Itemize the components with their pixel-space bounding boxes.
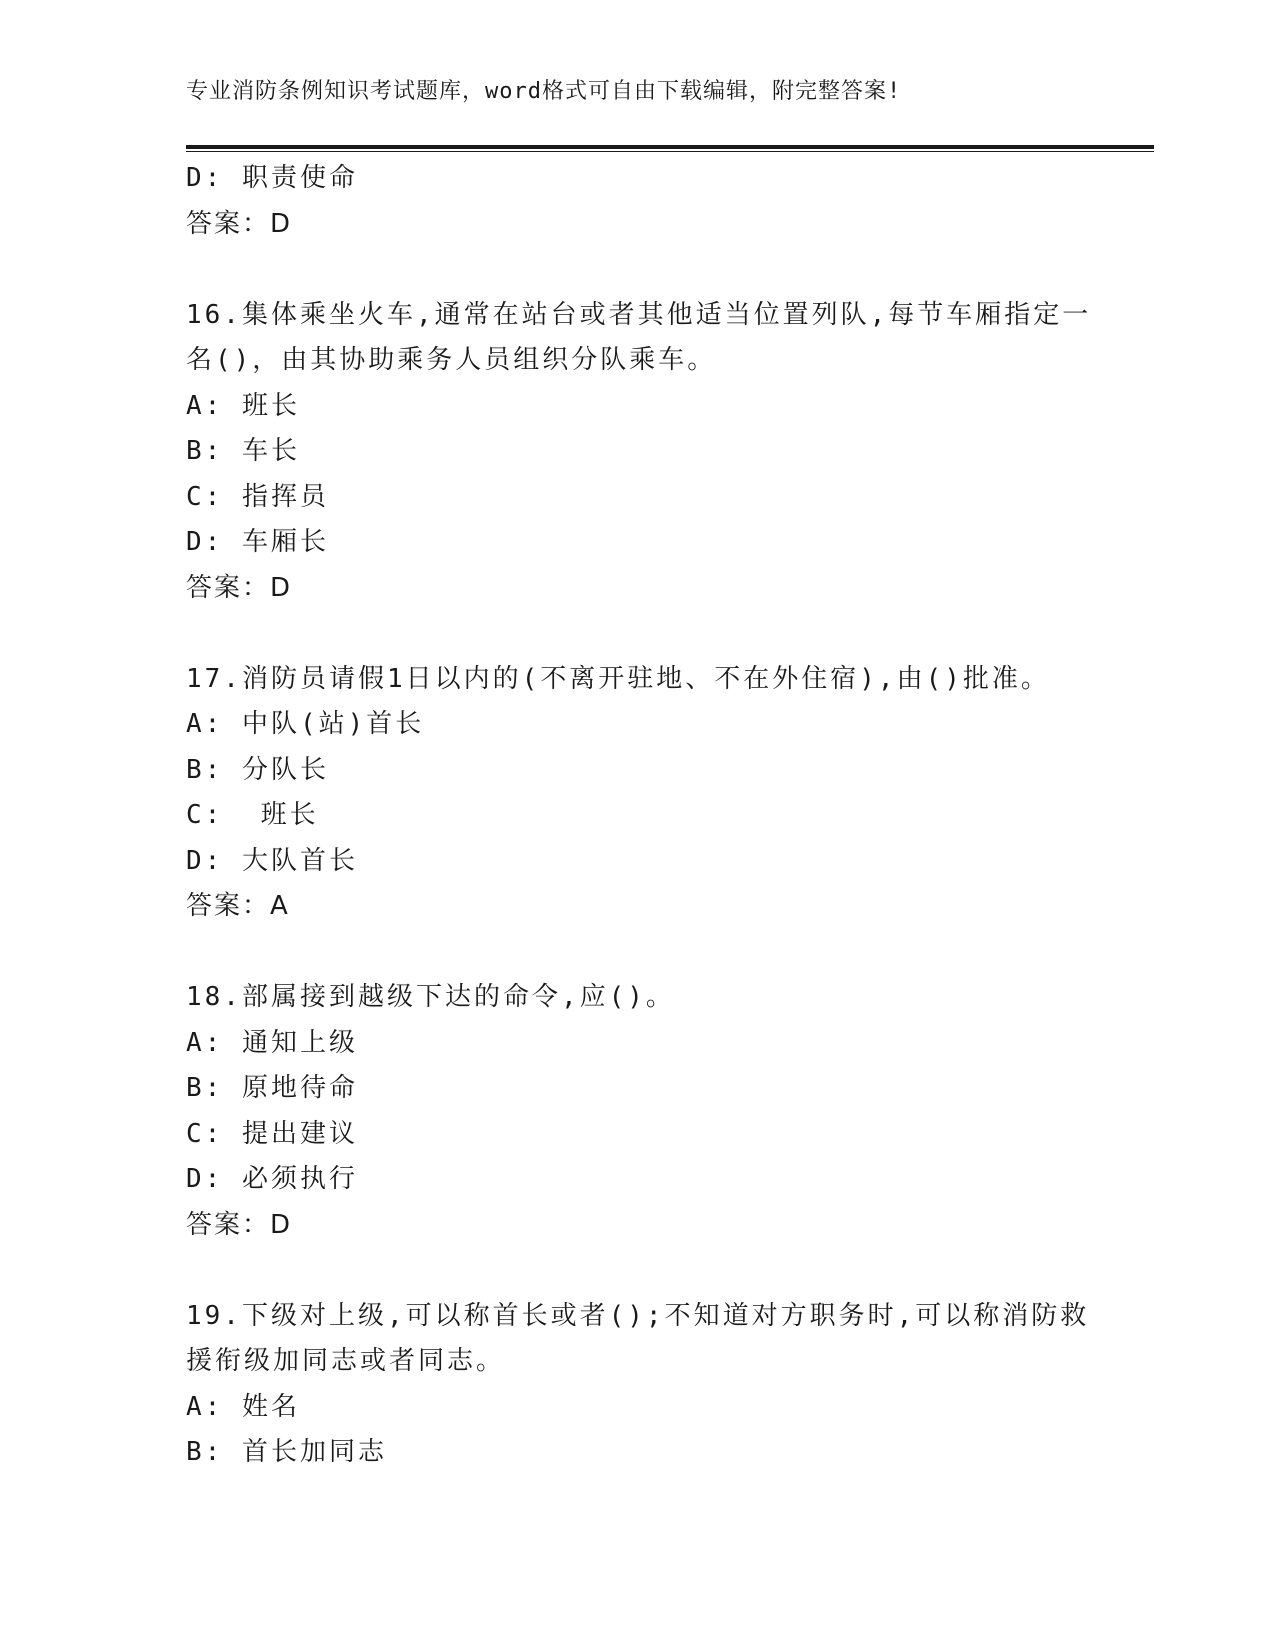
- question-16-option-b: B: 车长: [186, 436, 300, 466]
- question-18-option-a: A: 通知上级: [186, 1027, 358, 1058]
- carryover-option-d: D: 职责使命: [186, 163, 358, 193]
- header-rule: [186, 145, 1154, 152]
- question-17: [186, 657, 1154, 930]
- question-16-stem-line-2: 名()，由其协助乘务人员组织分队乘车。: [186, 345, 717, 375]
- header-rule-thick: [186, 145, 1154, 149]
- question-19-option-a: A: 姓名: [186, 1391, 300, 1422]
- spacer: [186, 930, 1154, 976]
- question-16: [186, 293, 1154, 612]
- header-rule-thin: [186, 151, 1154, 152]
- question-18-option-d: D: 必须执行: [186, 1164, 358, 1194]
- carryover-answer: 答案：D: [186, 208, 293, 239]
- question-16-option-c: C: 指挥员: [186, 481, 329, 512]
- spacer: [186, 1248, 1154, 1294]
- question-18-option-c: C: 提出建议: [186, 1118, 358, 1149]
- question-16-answer: 答案：D: [186, 572, 293, 603]
- spacer: [186, 611, 1154, 657]
- question-16-option-a: A: 班长: [186, 390, 300, 421]
- question-19: [186, 1294, 1154, 1476]
- question-17-option-d: D: 大队首长: [186, 845, 358, 876]
- question-19-stem-line-1: 19.下级对上级,可以称首长或者();不知道对方职务时,可以称消防救: [186, 1300, 1090, 1331]
- question-17-option-b: B: 分队长: [186, 754, 329, 785]
- question-17-option-a: A: 中队(站)首长: [186, 709, 425, 739]
- question-list: [186, 156, 1154, 1476]
- spacer: [186, 247, 1154, 293]
- question-17-stem-line-1: 17.消防员请假1日以内的(不离开驻地、不在外住宿),由()批准。: [186, 663, 1050, 694]
- question-18-option-b: B: 原地待命: [186, 1073, 358, 1103]
- question-19-stem-line-2: 援衔级加同志或者同志。: [186, 1346, 506, 1376]
- question-17-answer: 答案：A: [186, 891, 290, 921]
- question-18-stem-line-1: 18.部属接到越级下达的命令,应()。: [186, 982, 675, 1012]
- question-18: [186, 975, 1154, 1248]
- page-header: 专业消防条例知识考试题库，word格式可自由下载编辑，附完整答案!: [186, 79, 902, 104]
- question-16-stem-line-1: 16.集体乘坐火车,通常在站台或者其他适当位置列队,每节车厢指定一: [186, 299, 1092, 330]
- question-18-answer: 答案：D: [186, 1209, 293, 1240]
- question-19-option-b: B: 首长加同志: [186, 1437, 387, 1467]
- question-17-option-c: C: 班长: [186, 800, 319, 830]
- question-16-option-d: D: 车厢长: [186, 527, 329, 557]
